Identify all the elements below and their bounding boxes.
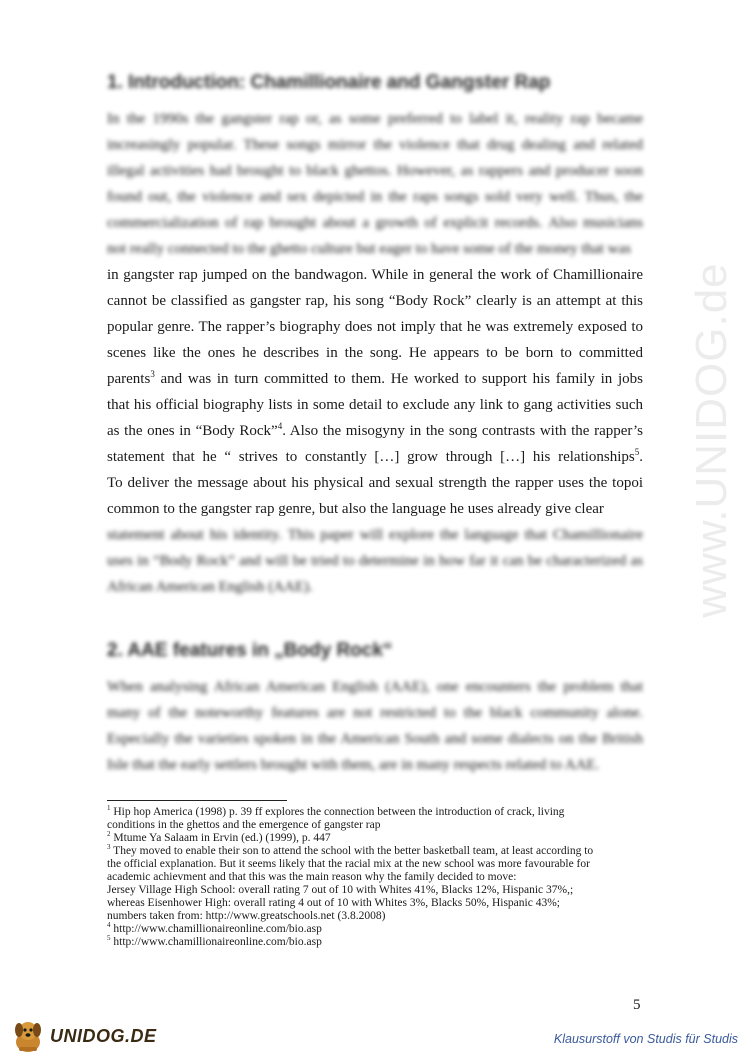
- footnote-number: 5: [107, 934, 111, 943]
- page-number: 5: [633, 997, 641, 1013]
- footnote-line: academic achievment and that this was the main reason why the family decided to move:: [107, 871, 517, 883]
- text-line: as the ones in “Body Rock”$^4$. Also the misogyny in the song contrasts with the rapper’s: [107, 421, 643, 439]
- text-line: parents$^3$ and was in turn committed to them. He worked to support his family in jobs: [107, 369, 643, 387]
- visible-paragraph: [107, 262, 643, 522]
- footnote-line: $^3$ They moved to enable their son to attend the school with the better basketball team, at least according to: [107, 843, 594, 857]
- text-line: illegal activities had brought to black ghettos. However, as rappers and producer soon: [107, 163, 643, 179]
- footnote-ref[interactable]: 4: [277, 421, 283, 431]
- footnote-line: numbers taken from: http://www.greatschools.net (3.8.2008): [107, 910, 386, 922]
- text-line: found out, the violence and sex depicted in the raps songs sold very well. Thus, the: [107, 189, 643, 205]
- footnote-divider: [107, 800, 287, 801]
- text-line: Especially the varieties spoken in the American South and some dialects on the British: [107, 731, 643, 747]
- section-heading-introduction: 1. Introduction: Chamillionaire and Gangster Rap: [107, 72, 551, 93]
- text-line: When analysing African American English (AAE), one encounters the problem that: [107, 679, 643, 695]
- logo-text: UNIDOG.DE: [50, 1026, 157, 1046]
- text-line: cannot be classified as gangster rap, his song “Body Rock” clearly is an attempt at this: [107, 293, 643, 309]
- blurred-paragraph-section2: [107, 674, 643, 778]
- text-line: To deliver the message about his physical and sexual strength the rapper uses the topoi: [107, 475, 643, 491]
- footnote-line: $^2$ Mtume Ya Salaam in Ervin (ed.) (1999), p. 447: [107, 830, 331, 844]
- footnote-number: 1: [107, 804, 111, 813]
- footnote-line: $^4$ http://www.chamillionaireonline.com/bio.asp: [107, 921, 322, 935]
- text-line: that his official biography lists in some detail to exclude any link to gang activities such: [107, 397, 643, 413]
- text-line: Isle that the early settlers brought with them, are in many respects related to AAE.: [107, 757, 600, 773]
- text-line: popular genre. The rapper’s biography does not imply that he was extremely exposed to: [107, 319, 643, 335]
- footnote-line: Jersey Village High School: overall rating 7 out of 10 with Whites 41%, Blacks 12%, Hispanic 37%,;: [107, 884, 574, 896]
- footnotes: [107, 806, 647, 949]
- section-heading-aae-features: 2. AAE features in „Body Rock“: [107, 640, 393, 661]
- footnote-line: conditions in the ghettos and the emergence of gangster rap: [107, 819, 381, 831]
- footnote-ref[interactable]: 5: [634, 447, 640, 457]
- text-line: common to the gangster rap genre, but also the language he uses already give clear: [107, 501, 604, 517]
- text-line: commercialization of rap brought about a growth of explicit records. Also musicians: [107, 215, 643, 231]
- tagline: Klausurstoff von Studis für Studis: [553, 1032, 738, 1046]
- footnote-number: 3: [107, 843, 111, 852]
- text-line: scenes like the ones he describes in the song. He appears to be born to committed: [107, 345, 643, 361]
- text-line: increasingly popular. These songs mirror the violence that drug dealing and related: [107, 137, 643, 153]
- text-line: African American English (AAE).: [107, 579, 313, 595]
- footnote-number: 2: [107, 830, 111, 839]
- footnote-line: the official explanation. But it seems likely that the racial mix at the new school was more favourable for: [107, 858, 590, 870]
- blurred-paragraph-bottom: [107, 522, 643, 600]
- footnote-number: 4: [107, 921, 111, 930]
- text-line: not really connected to the ghetto culture but eager to have some of the money that was: [107, 241, 631, 257]
- footnote-ref[interactable]: 3: [150, 369, 155, 379]
- text-line: in gangster rap jumped on the bandwagon. While in general the work of Chamillionaire: [107, 267, 643, 283]
- footnote-line: $^1$ Hip hop America (1998) p. 39 ff explores the connection between the introduction of crack, living: [107, 804, 565, 818]
- text-line: uses in “Body Rock” and will be tried to determine in how far it can be characterized as: [107, 553, 643, 569]
- text-line: statement about his identity. This paper will explore the language that Chamillionaire: [107, 527, 643, 543]
- unidog-logo[interactable]: [8, 1018, 168, 1054]
- text-line: In the 1990s the gangster rap or, as some preferred to label it, reality rap became: [107, 111, 643, 127]
- dog-mascot-icon: [8, 1018, 48, 1054]
- text-line: statement that he “ strives to constantly […] grow through […] his relationships$^5$.: [107, 447, 643, 465]
- watermark: www.UNIDOG.de: [687, 262, 736, 618]
- text-line: many of the noteworthy features are not restricted to the black community alone.: [107, 705, 643, 721]
- blurred-paragraph-top: [107, 106, 643, 262]
- footnote-line: $^5$ http://www.chamillionaireonline.com/bio.asp: [107, 934, 322, 948]
- footnote-line: whereas Eisenhower High: overall rating 4 out of 10 with Whites 3%, Blacks 50%, Hispanic 43%;: [107, 897, 560, 909]
